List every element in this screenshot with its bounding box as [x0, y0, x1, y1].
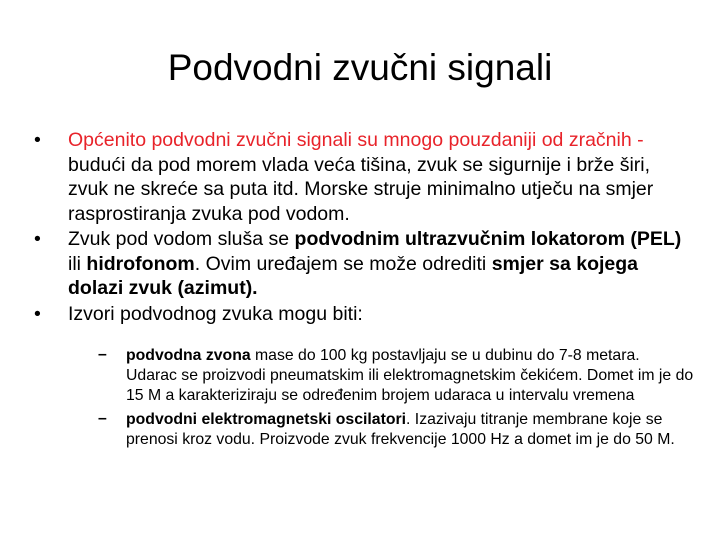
bullet-text: Izvori podvodnog zvuka mogu biti:: [68, 302, 363, 325]
sub-bullet-text: . Izazivaju titranje membrane koje se prenosi kroz vodu. Proizvode zvuk frekvencije 1000 Hz a domet im je do 50 M.: [126, 411, 675, 448]
bullet-marker: •: [34, 129, 41, 151]
bullet-bold-text: hidrofonom: [86, 252, 195, 275]
sub-bullet-marker: –: [98, 346, 107, 363]
bullet-highlight-text: Općenito podvodni zvučni signali su mnogo pouzdaniji od zračnih -: [68, 129, 644, 151]
bullet-text: . Ovim uređajem se može odrediti: [194, 252, 492, 275]
bullet-marker: •: [34, 302, 41, 325]
sub-bullet-item: [98, 410, 694, 450]
sub-bullet-text: mase do 100 kg postavljaju se u dubinu do 7-8 metara. Udarac se proizvodi pneumatskim ili elektromagnetskim čekićem. Domet im je do 15 M a karakteriziraju se određenim brojem udaraca u intervalu vremena: [126, 347, 694, 404]
bullet-bold-text: smjer sa kojega dolazi zvuk (azimut).: [68, 252, 639, 299]
bullet-text: ili: [68, 252, 87, 275]
sub-bullet-marker: –: [98, 410, 107, 427]
bullet-text: Zvuk pod vodom sluša se: [68, 228, 295, 250]
slide-body: [28, 128, 694, 450]
sub-bullet-bold-text: podvodni elektromagnetski oscilatori: [126, 411, 407, 428]
bullet-marker: •: [34, 228, 41, 250]
slide-title: Podvodni zvučni signali: [167, 47, 553, 88]
bullet-item: [28, 302, 694, 327]
sub-bullet-item: [98, 346, 694, 406]
sub-bullet-bold-text: podvodna zvona: [126, 347, 251, 364]
bullet-item: [28, 227, 694, 301]
bullet-text: budući da pod morem vlada veća tišina, zvuk se sigurnije i brže širi, zvuk ne skreće sa puta itd. Morske struje minimalno utječu na smjer rasprostiranja zvuka pod vodom.: [68, 153, 654, 225]
bullet-item: [28, 128, 694, 226]
bullet-bold-text: podvodnim ultrazvučnim lokatorom (PEL): [294, 228, 682, 250]
